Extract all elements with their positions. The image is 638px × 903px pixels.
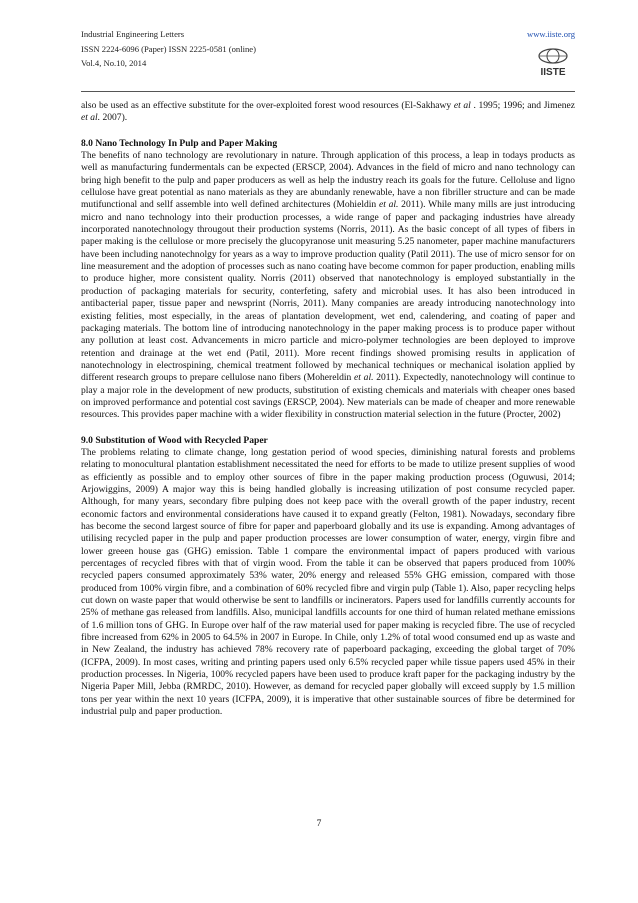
journal-title: Industrial Engineering Letters — [81, 29, 185, 39]
iiste-logo — [531, 47, 575, 79]
section-8-heading: 8.0 Nano Technology In Pulp and Paper Making — [81, 137, 278, 149]
header-rule — [81, 91, 575, 92]
issn-line: ISSN 2224-6096 (Paper) ISSN 2225-0581 (online) — [81, 43, 256, 54]
intro-paragraph: also be used as an effective substitute for the over-exploited forest wood resources (El-Sakhawy et al . 1995; 1996; and Jimenez et al. 2007). — [81, 100, 575, 124]
section-8-paragraph: The benefits of nano technology are revolutionary in nature. Through application of this process, a leap in todays products as well as manufacturing fundermentals can be expected (ERSCP, 2004). Advances in the field of micro and nano technology can bring high benefit to the pulp and paper producers as well as help the industry reach its goals for the future. Celloluse and ligno cellulose have great potential as nano materials as they are abundanly renewable, have a non fibriller structure and can be made mutifunctional and sellf assemble into well defined architectures (Mohieldin et al. 2011). While many mills are just introducing micro and nano technology into their production processes, a wide range of paper and packaging industries have already incorporated nanotechnology througout their production systems (Norris, 2011). As the basic concept of all types of fibers in paper making is the cellulose or more precisely the glucopyranose unit measuring 5.25 nanometer, paper machine manufacturers have been including nanotechnolgy for years as a way to improve production quality (Patil 2011). The use of micro sensor for on line measurement and the adoption of processes such as nano coating have become common for paper production, enabling mills to produce higher, more consistent quality. Norris (2011) observed that nanotechnology is employed substantially in the production of packaging materials for security, conterfeting, safety and microbial uses. It has also been introduced in antibacterial paper, tissue paper and newsprint (Norris, 2011). Many companies are aready introducing nanotechnology into existing felities, most especially, in the areas of plantation development, wet end, calendering, and coating of paper and packaging materials. The bottom line of introducing nanotechnology in the paper making process is to produce paper without any pollution at least cost. Advancements in micro particle and micro-polymer technologies are been deployed to improve retention and drainage at the wet end (Patil, 2011). More recent findings showed promising results in application of nanotechnology in electrospining, chemical treatment followed by mechanical techniques or mechanical isolation applied by different research groups to prepare cellulose nano fibers (Mohereldin et al. 2011). Expectedly, nanotechnology will continue to play a major role in the development of new products, substitution of existing chemicals and materials with cheaper ones based on improved performance and potential cost savings (ERSCP, 2004). New materials can be made of cheaper and more renewable resources. This provides paper machine with a wider flexibility in construction material selection in the future (Procter, 2002) — [81, 150, 576, 421]
section-9-heading: 9.0 Substitution of Wood with Recycled Paper — [81, 434, 268, 446]
journal-url-link[interactable]: www.iiste.org — [527, 29, 575, 39]
section-9-paragraph: The problems relating to climate change, long gestation period of wood species, diminishing natural forests and problems relating to monocultural plantation establishment necessitated the need for efforts to be made to utilize present supplies of wood as efficiently as possible and to employ other sources of fibre in the paper making production process (Oguwusi, 2014; Arjowiggins, 2009) A major way this is being handled globally is increasing utilization of post consume recycled paper. Although, for many years, secondary fibre pulping does not keep pace with the overall growth of the paper industry, recent economic factors and environmental considerations have caused it to expand greatly (Felton, 1981). Nowadays, secondary fibre has become the second largest source of fibre for paper and paperboard globally and its use is expanding. Among advantages of utilising recycled paper in the pulp and paper production processes are lower consumption of water, energy, virgin fibre and lower greeen house gas (GHG) emission. Table 1 compare the environmental impact of papers produced with various percentages of recycled fibres with that of virgin wood. From the table it can be observed that papers produced from 100% recycled papers consumed approximately 53% water, 20% energy and released 55% GHG emission, compared with those produced from 100% virgin fibre, and a combination of 60% recycled fibre and virgin pulp (Table 1). Also, paper recycling helps cut down on waste paper that would otherwise be sent to landfills or incinerators. Papers used for landfills currently accounts for 25% of methane gas released from landfills. Also, municipal landfills accounts for one third of human related methane emissions of 1.6 million tons of GHG. In Europe over half of the raw material used for paper making is recycled fibre. The use of recycled fibre increased from 62% in 2005 to 64.5% in 2007 in Europe. In Chile, only 1.2% of total wood consumed end up as waste and in New Zealand, the industry has achieved 78% recovery rate of paperboard packaging, exceeding the global target of 70% (ICFPA, 2009). In most cases, writing and printing papers used only 6.5% recycled paper while tissue papers used 45% in their production processes. In Nigeria, 100% recycled papers have been used to produce kraft paper for the packaging industry by the Nigeria Paper Mill, Jebba (RMRDC, 2010). However, as demand for recycled paper globally will exceed supply by 1.5 million tons per year within the next 10 years (ICFPA, 2009), it is imperative that other sustainable sources of fibre be determined for industrial pulp and paper production. — [81, 446, 575, 718]
volume-line: Vol.4, No.10, 2014 — [81, 58, 147, 68]
page-header — [81, 27, 575, 105]
page-number: 7 — [316, 819, 322, 829]
logo-wordmark: IISTE — [540, 67, 566, 78]
article-body — [81, 100, 575, 719]
